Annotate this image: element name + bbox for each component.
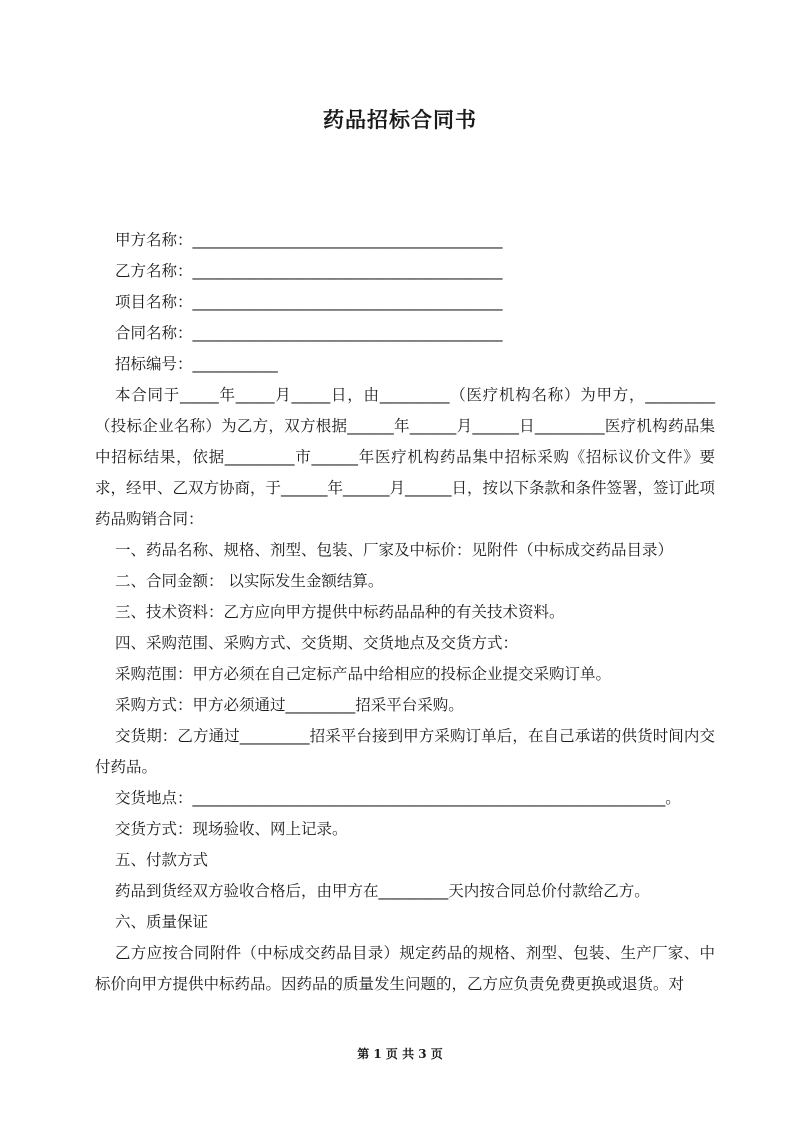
field-party-b: 乙方名称：________________________________________ bbox=[115, 262, 503, 280]
intro-paragraph: 本合同于_____年_____月_____日，由_________（医疗机构名称）为甲方，_________（投标企业名称）为乙方，双方根据______年______月______日_________医疗机构药品集中招标结果，依据_________市______年医疗机构药品集中招标采购《招标议价文件》要求，经甲、乙双方协商，于______年______月______日，按以下条款和条件签署，签订此项药品购销合同： bbox=[95, 386, 716, 528]
page-footer: 第 1 页 共 3 页 bbox=[357, 1047, 443, 1061]
clause-contract-amount: 二、合同金额： 以实际发生金额结算。 bbox=[115, 572, 384, 590]
document-body bbox=[95, 225, 715, 1000]
clause-technical-data: 三、技术资料：乙方应向甲方提供中标药品品种的有关技术资料。 bbox=[115, 603, 565, 621]
quality-paragraph: 乙方应按合同附件（中标成交药品目录）规定药品的规格、剂型、包装、生产厂家、中标价向甲方提供中标药品。因药品的质量发生问题的，乙方应负责免费更换或退货。对 bbox=[95, 944, 715, 993]
clause-delivery-location: 交货地点：_____________________________________________________________。 bbox=[115, 789, 681, 807]
clause-payment-terms: 药品到货经双方验收合格后，由甲方在_________天内按合同总价付款给乙方。 bbox=[115, 882, 650, 900]
clause-drug-info: 一、药品名称、规格、剂型、包装、厂家及中标价：见附件（中标成交药品目录） bbox=[115, 541, 674, 559]
clause-procurement-heading: 四、采购范围、采购方式、交货期、交货地点及交货方式： bbox=[115, 634, 519, 652]
clause-payment-heading: 五、付款方式 bbox=[115, 851, 209, 869]
field-contract-name: 合同名称：________________________________________ bbox=[115, 324, 503, 342]
document-title: 药品招标合同书 bbox=[323, 108, 477, 132]
field-tender-number: 招标编号：___________ bbox=[115, 355, 278, 373]
clause-procurement-scope: 采购范围：甲方必须在自己定标产品中给相应的投标企业提交采购订单。 bbox=[115, 665, 612, 683]
clause-quality-heading: 六、质量保证 bbox=[115, 913, 209, 931]
field-project-name: 项目名称：________________________________________ bbox=[115, 293, 503, 311]
clause-delivery-method: 交货方式：现场验收、网上记录。 bbox=[115, 820, 348, 838]
field-party-a: 甲方名称：________________________________________ bbox=[115, 231, 503, 249]
clause-delivery-period: 交货期：乙方通过_________招采平台接到甲方采购订单后，在自己承诺的供货时间内交付药品。 bbox=[95, 727, 715, 776]
clause-procurement-method: 采购方式：甲方必须通过_________招采平台采购。 bbox=[115, 696, 464, 714]
